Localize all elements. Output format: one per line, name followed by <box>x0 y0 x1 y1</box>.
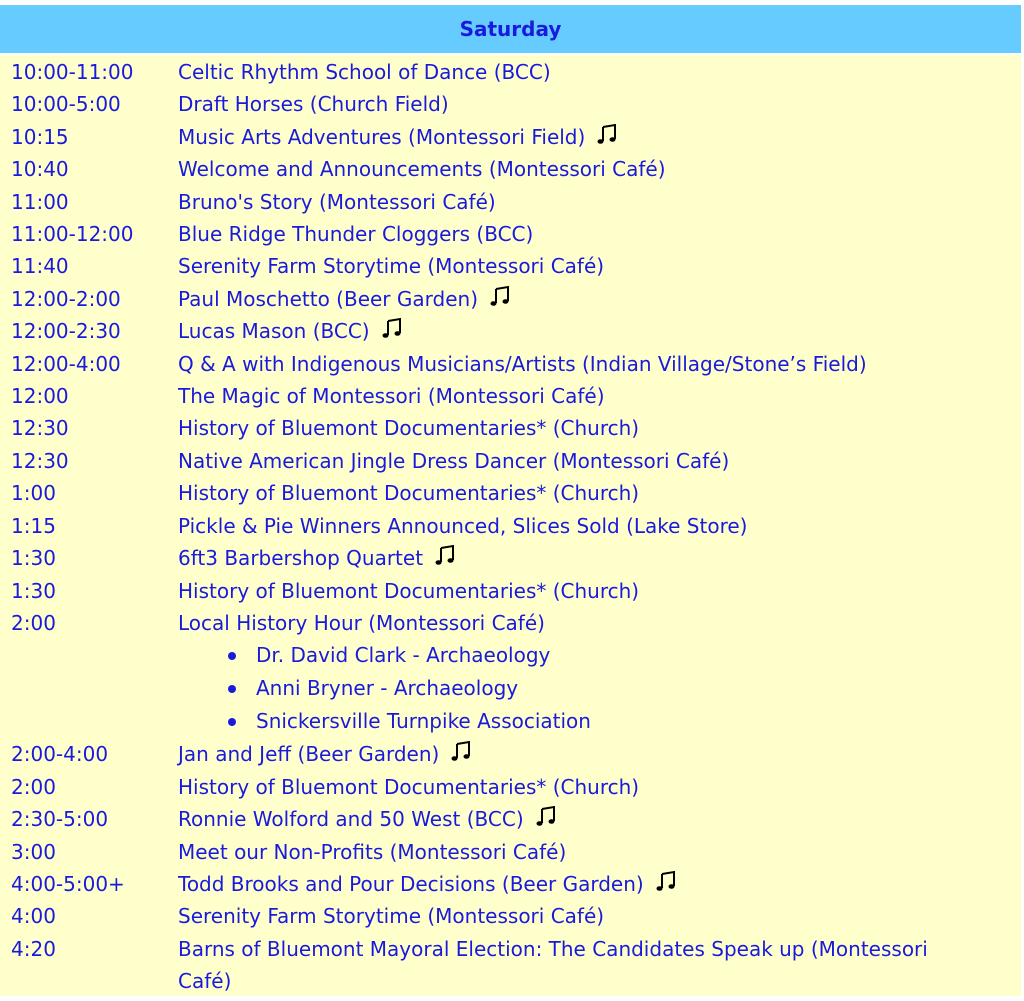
schedule-row <box>0 836 1021 868</box>
event-time: 11:00 <box>11 189 69 214</box>
event-title: Serenity Farm Storytime (Montessori Café) <box>178 904 605 929</box>
schedule-row <box>0 900 1021 932</box>
event-time: 4:00 <box>11 904 56 929</box>
event-title: 6ft3 Barbershop Quartet <box>178 546 424 571</box>
schedule-row <box>0 88 1021 120</box>
event-title: Ronnie Wolford and 50 West (BCC) <box>178 807 524 832</box>
event-title: Blue Ridge Thunder Cloggers (BCC) <box>178 222 534 247</box>
event-time: 11:40 <box>11 254 69 279</box>
event-title: Jan and Jeff (Beer Garden) <box>178 742 440 767</box>
schedule-rows <box>0 55 1021 998</box>
event-description <box>178 315 1021 347</box>
event-title: Local History Hour (Montessori Café) <box>178 610 545 635</box>
event-description <box>178 607 1021 639</box>
event-title: Welcome and Announcements (Montessori Café) <box>178 157 666 182</box>
event-description <box>178 218 1021 250</box>
event-description <box>178 803 1021 835</box>
day-header <box>0 5 1021 55</box>
event-description <box>178 283 1021 315</box>
event-description <box>178 380 1021 412</box>
event-description <box>178 186 1021 218</box>
music-note-icon <box>488 285 512 309</box>
event-title: Meet our Non-Profits (Montessori Café) <box>178 839 567 864</box>
event-description <box>178 510 1021 542</box>
schedule-row <box>0 250 1021 282</box>
schedule-row <box>0 56 1021 88</box>
event-time: 2:00 <box>11 610 56 635</box>
event-description <box>178 771 1021 803</box>
event-time: 11:00-12:00 <box>11 222 134 247</box>
schedule-row <box>0 933 1021 998</box>
event-time: 3:00 <box>11 839 56 864</box>
event-time: 1:15 <box>11 513 56 538</box>
music-note-icon <box>433 544 457 568</box>
event-time: 2:00 <box>11 774 56 799</box>
event-time: 2:30-5:00 <box>11 807 109 832</box>
event-description <box>178 412 1021 444</box>
event-title: Pickle & Pie Winners Announced, Slices Sold (Lake Store) <box>178 513 748 538</box>
event-time: 12:00-2:00 <box>11 286 121 311</box>
event-description <box>178 250 1021 282</box>
event-time: 12:00-2:30 <box>11 319 121 344</box>
schedule-row <box>0 121 1021 153</box>
schedule-row <box>0 868 1021 900</box>
event-description <box>178 121 1021 153</box>
event-time: 12:00-4:00 <box>11 351 121 376</box>
event-title: Serenity Farm Storytime (Montessori Café) <box>178 254 605 279</box>
schedule-row <box>0 412 1021 444</box>
event-time: 10:00-11:00 <box>11 60 134 84</box>
schedule-row <box>0 542 1021 574</box>
event-description <box>178 836 1021 868</box>
event-time: 1:00 <box>11 481 56 506</box>
schedule-row <box>0 218 1021 250</box>
day-title: Saturday <box>459 17 562 41</box>
event-time: 10:15 <box>11 124 69 149</box>
schedule-row <box>0 315 1021 347</box>
event-time: 12:00 <box>11 384 69 409</box>
schedule-row <box>0 153 1021 185</box>
music-note-icon <box>534 805 558 829</box>
schedule-row <box>0 575 1021 607</box>
event-time: 4:20 <box>11 936 56 961</box>
event-title: The Magic of Montessori (Montessori Café) <box>178 384 605 409</box>
schedule-row <box>0 738 1021 770</box>
event-title: Native American Jingle Dress Dancer (Montessori Café) <box>178 448 730 473</box>
event-title: History of Bluemont Documentaries* (Church) <box>178 774 640 799</box>
event-title: Paul Moschetto (Beer Garden) <box>178 286 478 311</box>
event-description <box>178 56 1021 88</box>
event-description <box>178 88 1021 120</box>
schedule-row <box>0 803 1021 835</box>
event-time: 2:00-4:00 <box>11 742 109 767</box>
event-title: Music Arts Adventures (Montessori Field) <box>178 124 586 149</box>
event-time: 10:40 <box>11 157 69 182</box>
event-time: 1:30 <box>11 578 56 603</box>
schedule-row <box>0 607 1021 639</box>
event-title: History of Bluemont Documentaries* (Church) <box>178 416 640 441</box>
music-note-icon <box>595 123 619 147</box>
event-title: Todd Brooks and Pour Decisions (Beer Garden) <box>178 871 644 896</box>
speaker-list <box>0 639 1021 738</box>
speaker-list-item: Dr. David Clark - Archaeology <box>0 639 1021 672</box>
event-time: 12:30 <box>11 448 69 473</box>
event-description <box>178 868 1021 900</box>
event-title: Draft Horses (Church Field) <box>178 92 449 117</box>
event-time: 4:00-5:00+ <box>11 871 125 896</box>
schedule-row <box>0 771 1021 803</box>
event-title: Celtic Rhythm School of Dance (BCC) <box>178 60 551 84</box>
schedule-row <box>0 283 1021 315</box>
event-title: History of Bluemont Documentaries* (Church) <box>178 578 640 603</box>
music-note-icon <box>654 870 678 894</box>
event-time: 1:30 <box>11 546 56 571</box>
event-description <box>178 933 1021 998</box>
event-description <box>178 738 1021 770</box>
schedule-row <box>0 477 1021 509</box>
speaker-list-item: Snickersville Turnpike Association <box>0 705 1021 738</box>
event-title: Barns of Bluemont Mayoral Election: The Candidates Speak up (Montessori Café) <box>178 936 928 994</box>
schedule-table <box>0 5 1021 996</box>
event-description <box>178 348 1021 380</box>
event-title: Q & A with Indigenous Musicians/Artists (Indian Village/Stone’s Field) <box>178 351 867 376</box>
schedule-row <box>0 445 1021 477</box>
event-description <box>178 575 1021 607</box>
event-description <box>178 542 1021 574</box>
event-description <box>178 153 1021 185</box>
schedule-row <box>0 186 1021 218</box>
schedule-row <box>0 510 1021 542</box>
event-title: Lucas Mason (BCC) <box>178 319 370 344</box>
event-title: History of Bluemont Documentaries* (Church) <box>178 481 640 506</box>
schedule-row <box>0 348 1021 380</box>
schedule-row <box>0 380 1021 412</box>
speaker-list-item: Anni Bryner - Archaeology <box>0 672 1021 705</box>
event-title: Bruno's Story (Montessori Café) <box>178 189 496 214</box>
event-description <box>178 477 1021 509</box>
event-description <box>178 900 1021 932</box>
event-time: 12:30 <box>11 416 69 441</box>
music-note-icon <box>380 317 404 341</box>
music-note-icon <box>449 740 473 764</box>
event-time: 10:00-5:00 <box>11 92 121 117</box>
event-description <box>178 445 1021 477</box>
